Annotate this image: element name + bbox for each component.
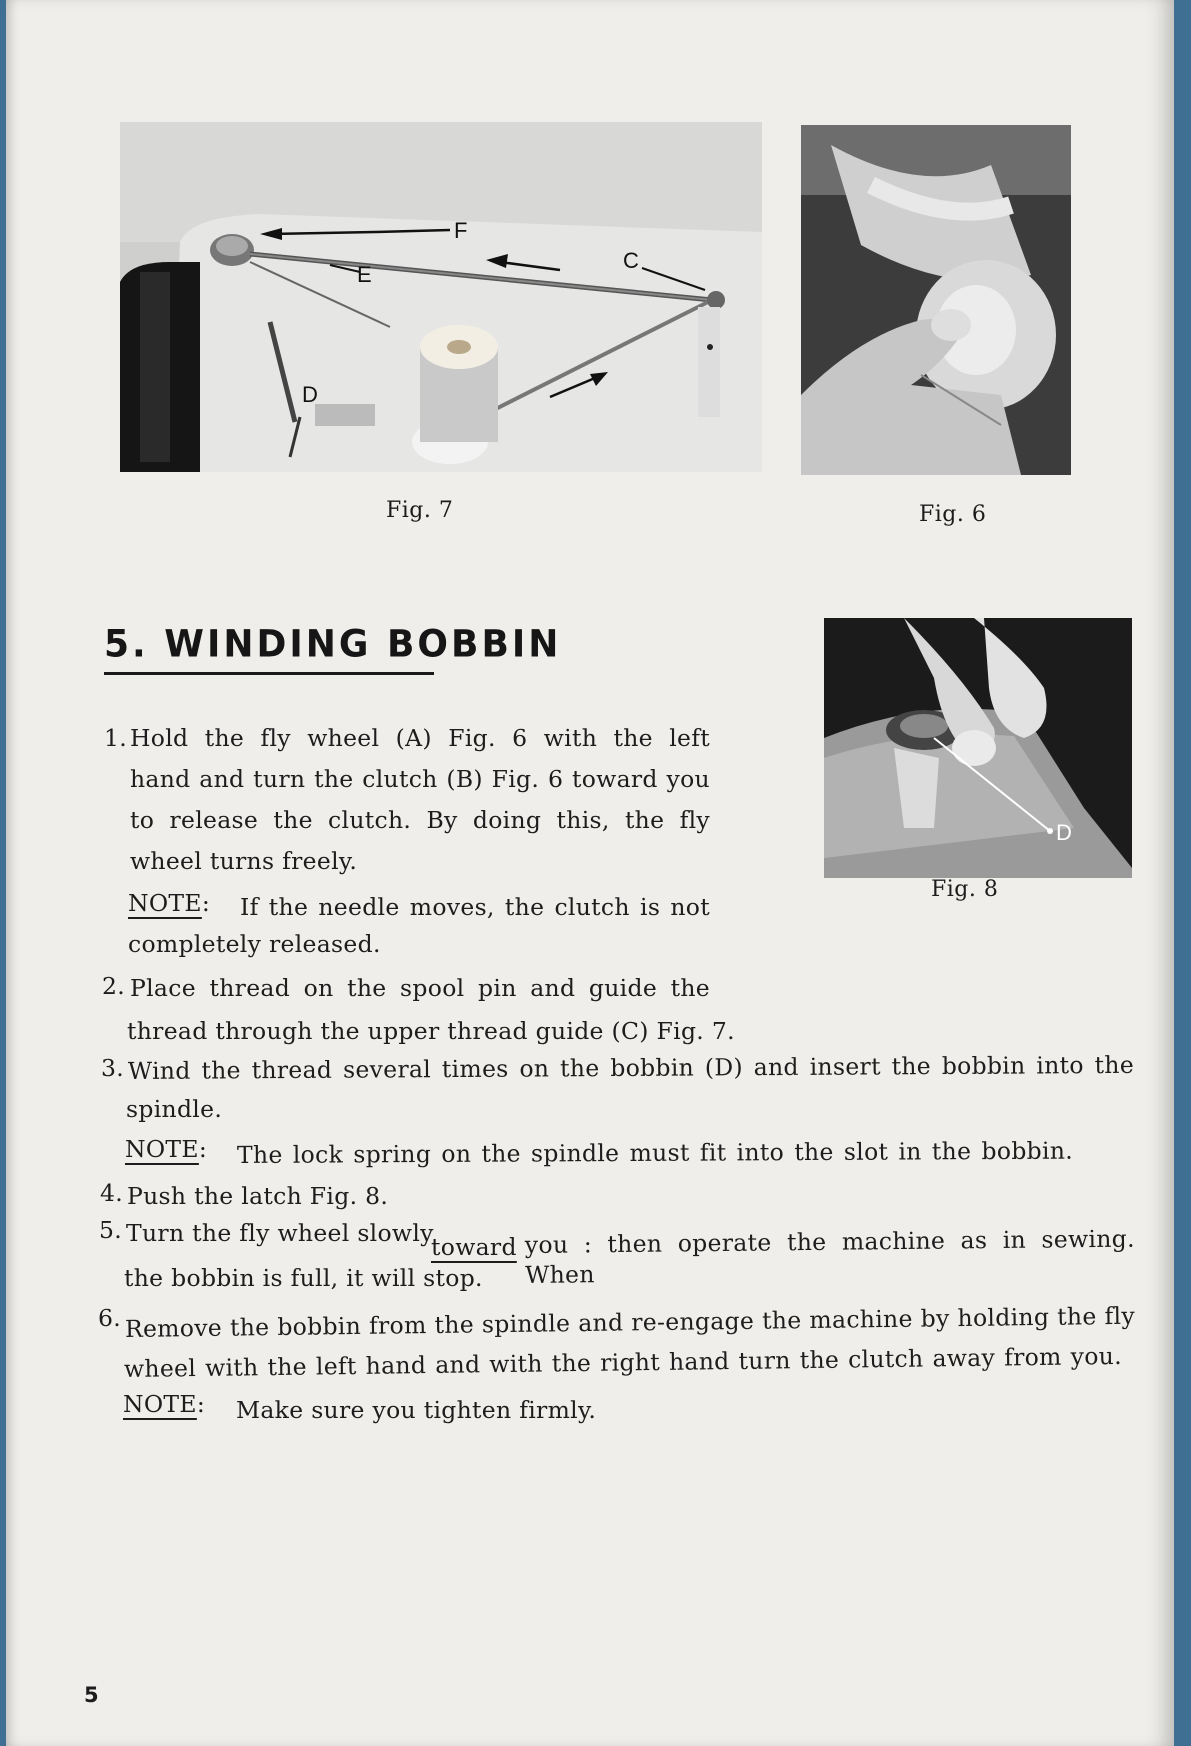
step-6-line-1: Remove the bobbin from the spindle and re-engage the machine by holding the fly [124, 1301, 1136, 1343]
step-5-toward: toward [431, 1233, 517, 1261]
note-label: NOTE [123, 1390, 197, 1418]
step-1-number: 1. [104, 724, 128, 752]
step-5-line-1b: you : then operate the machine as in sewing. When [524, 1224, 1135, 1289]
step-1-line-1: Hold the fly wheel (A) Fig. 6 with the left [130, 724, 710, 752]
note-colon: : [201, 889, 211, 917]
fig7-label-e: E [357, 262, 372, 287]
note-label: NOTE [125, 1135, 199, 1163]
page-number: 5 [84, 1683, 99, 1707]
fig7-photo [120, 122, 762, 472]
note-colon: : [198, 1135, 208, 1163]
step-1-line-3: to release the clutch. By doing this, the fly [130, 806, 710, 834]
step-4-number: 4. [100, 1179, 124, 1207]
fig7-label-c: C [623, 248, 639, 273]
fig7-label-f: F [454, 218, 468, 243]
step-1-line-2: hand and turn the clutch (B) Fig. 6 toward you [130, 765, 710, 793]
step-3-line-1: Wind the thread several times on the bobbin (D) and insert the bobbin into the [127, 1050, 1135, 1085]
step-1-note-text: If the needle moves, the clutch is not [240, 893, 710, 921]
step-5-line-1a: Turn the fly wheel slowly [126, 1219, 434, 1247]
step-4-line-1: Push the latch Fig. 8. [127, 1182, 389, 1210]
note-colon: : [196, 1390, 206, 1418]
step-1-line-4: wheel turns freely. [130, 847, 358, 875]
step-6-note-text: Make sure you tighten firmly. [236, 1396, 597, 1424]
step-5-line-2: the bobbin is full, it will stop. [124, 1264, 483, 1292]
section-title-underline [104, 672, 434, 675]
note-label: NOTE [128, 889, 202, 917]
step-3-note [125, 1134, 207, 1164]
fig8-label-d: D [1056, 820, 1072, 845]
fig6-photo [801, 125, 1071, 475]
step-3-line-2: spindle. [126, 1095, 223, 1123]
step-5-number: 5. [99, 1216, 123, 1244]
fig7-illustration [120, 122, 762, 472]
manual-page [6, 0, 1174, 1746]
step-2-line-1: Place thread on the spool pin and guide the [130, 974, 710, 1002]
fig6-caption: Fig. 6 [919, 502, 987, 527]
step-2-line-2: thread through the upper thread guide (C) Fig. 7. [127, 1017, 735, 1045]
step-3-note-text: The lock spring on the spindle must fit into the slot in the bobbin. [236, 1136, 1074, 1169]
fig7-label-d: D [302, 382, 318, 407]
step-1-note [128, 888, 210, 918]
step-6-line-2: wheel with the left hand and with the right hand turn the clutch away from you. [123, 1341, 1123, 1383]
section-title: 5. WINDING BOBBIN [104, 622, 562, 667]
step-3-number: 3. [101, 1054, 125, 1082]
fig6-illustration [801, 125, 1071, 475]
step-1-note-cont: completely released. [128, 930, 381, 958]
step-2-number: 2. [102, 972, 126, 1000]
step-6-number: 6. [98, 1304, 122, 1332]
fig8-caption: Fig. 8 [931, 877, 999, 902]
fig8-illustration [824, 618, 1132, 878]
fig7-caption: Fig. 7 [386, 498, 454, 523]
step-6-note [123, 1389, 205, 1419]
fig8-photo [824, 618, 1132, 878]
